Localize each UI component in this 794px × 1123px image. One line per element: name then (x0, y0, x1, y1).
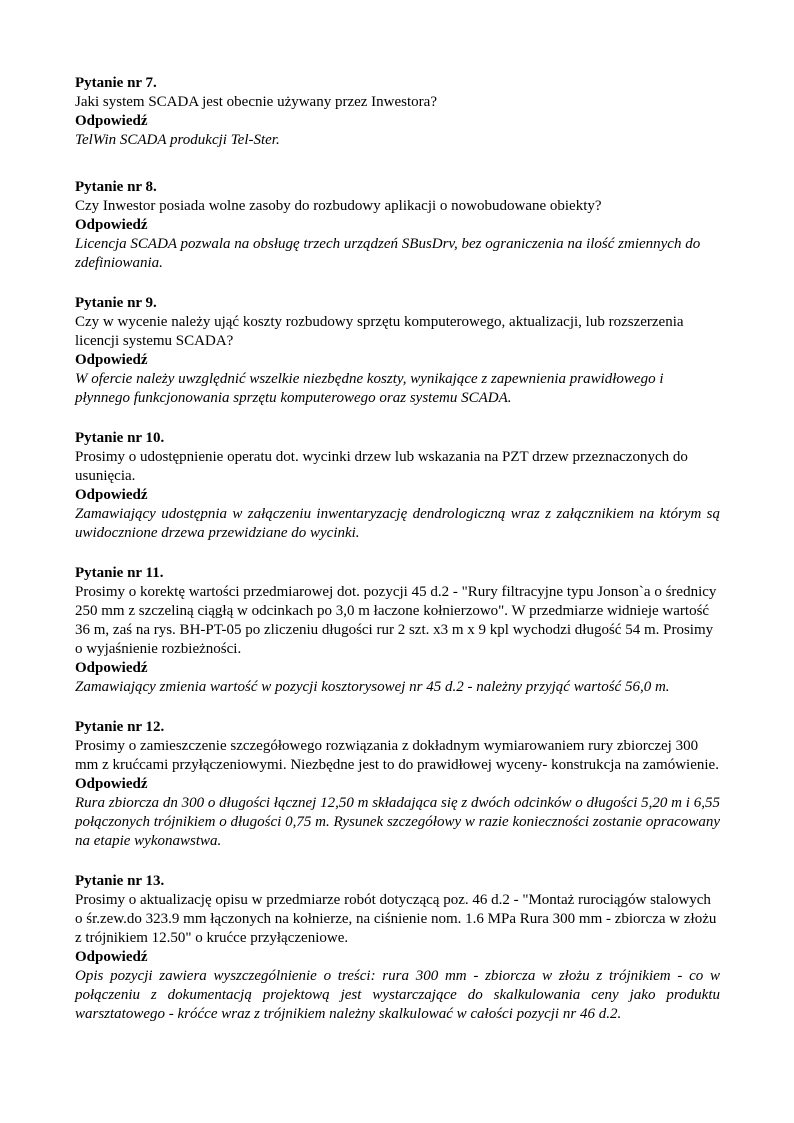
qa-section (75, 74, 720, 150)
answer-text: TelWin SCADA produkcji Tel-Ster. (75, 132, 280, 148)
answer-heading: Odpowiedź (75, 217, 148, 233)
answer-heading: Odpowiedź (75, 776, 148, 792)
answer-heading: Odpowiedź (75, 487, 148, 503)
qa-section (75, 564, 720, 697)
question-number-heading: Pytanie nr 10. (75, 430, 165, 446)
answer-heading: Odpowiedź (75, 352, 148, 368)
qa-section (75, 294, 720, 408)
question-number-heading: Pytanie nr 12. (75, 719, 165, 735)
answer-text: Licencja SCADA pozwala na obsługę trzech urządzeń SBusDrv, bez ograniczenia na ilość zmiennych do zdefiniowania. (75, 236, 701, 271)
answer-heading: Odpowiedź (75, 949, 148, 965)
question-number-heading: Pytanie nr 7. (75, 75, 157, 91)
question-number-heading: Pytanie nr 11. (75, 565, 164, 581)
answer-text: W ofercie należy uwzględnić wszelkie niezbędne koszty, wynikające z zapewnienia prawidłowego i płynnego funkcjonowania sprzętu komputerowego oraz systemu SCADA. (75, 371, 664, 406)
question-number-heading: Pytanie nr 13. (75, 873, 165, 889)
answer-text: Zamawiający udostępnia w załączeniu inwentaryzację dendrologiczną wraz z załącznikiem na którym są uwidocznione drzewa przewidziane do wycinki. (75, 506, 720, 541)
qa-section (75, 718, 720, 851)
answer-text: Opis pozycji zawiera wyszczególnienie o treści: rura 300 mm - zbiorcza w złożu z trójnikiem - co w połączeniu z dokumentacją projektową jest wystarczające do skalkulowania ceny jako produktu warsztatowego - króćce wraz z trójnikiem należny skalkulować w całości pozycji nr 46 d.2. (75, 968, 720, 1022)
question-text: Jaki system SCADA jest obecnie używany przez Inwestora? (75, 94, 437, 110)
question-text: Prosimy o udostępnienie operatu dot. wycinki drzew lub wskazania na PZT drzew przeznaczonych do usunięcia. (75, 449, 688, 484)
question-text: Prosimy o zamieszczenie szczegółowego rozwiązania z dokładnym wymiarowaniem rury zbiorczej 300 mm z krućcami przyłączeniowymi. Niezbędne jest to do prawidłowej wyceny- konstrukcja na zamówienie. (75, 738, 719, 773)
answer-text: Zamawiający zmienia wartość w pozycji kosztorysowej nr 45 d.2 - należny przyjąć wartość 56,0 m. (75, 679, 670, 695)
question-text: Czy Inwestor posiada wolne zasoby do rozbudowy aplikacji o nowobudowane obiekty? (75, 198, 602, 214)
question-text: Czy w wycenie należy ująć koszty rozbudowy sprzętu komputerowego, aktualizacji, lub rozszerzenia licencji systemu SCADA? (75, 314, 684, 349)
question-number-heading: Pytanie nr 9. (75, 295, 157, 311)
qa-section (75, 872, 720, 1024)
qa-section (75, 429, 720, 543)
question-text: Prosimy o aktualizację opisu w przedmiarze robót dotyczącą poz. 46 d.2 - "Montaż rurociągów stalowych o śr.zew.do 323.9 mm łączonych na kołnierze, na ciśnienie nom. 1.6 MPa Rura 300 mm - zbiorcza w złożu z trójnikiem 12.50" o krućce przyłączeniowe. (75, 892, 717, 946)
question-number-heading: Pytanie nr 8. (75, 179, 157, 195)
qa-section (75, 178, 720, 273)
qa-sections-container (75, 74, 720, 1024)
question-text: Prosimy o korektę wartości przedmiarowej dot. pozycji 45 d.2 - "Rury filtracyjne typu Jonson`a o średnicy 250 mm z szczeliną ciągłą w odcinkach po 3,0 m łaczone kołnierzowo". W przedmiarze widnieje wartość 36 m, zaś na rys. BH-PT-05 po zliczeniu długości rur 2 szt. x3 m x 9 kpl wychodzi długość 54 m. Prosimy o wyjaśnienie rozbieżności. (75, 584, 717, 657)
answer-text: Rura zbiorcza dn 300 o długości łącznej 12,50 m składająca się z dwóch odcinków o długości 5,20 m i 6,55 połączonych trójnikiem o długości 0,75 m. Rysunek szczegółowy w razie konieczności zostanie opracowany na etapie wykonawstwa. (75, 795, 720, 849)
answer-heading: Odpowiedź (75, 660, 148, 676)
answer-heading: Odpowiedź (75, 113, 148, 129)
